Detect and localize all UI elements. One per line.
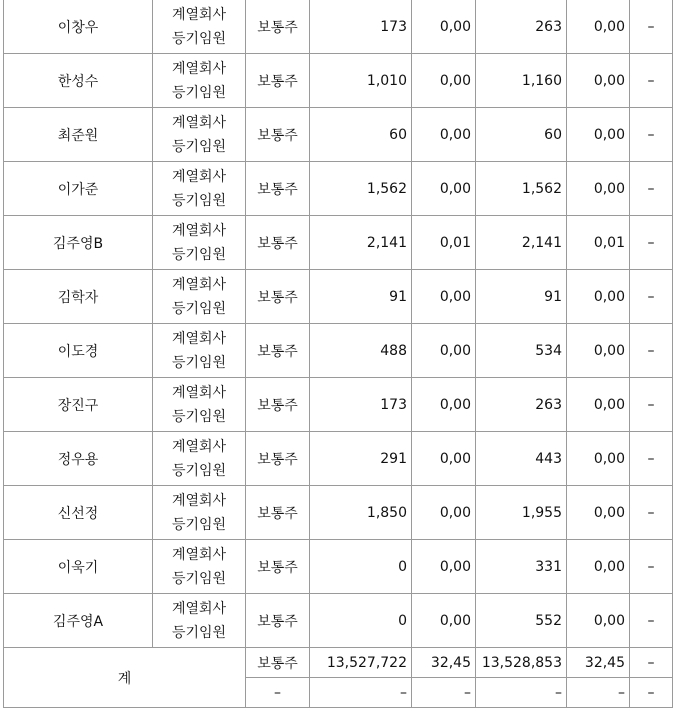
total-end-ratio-2: – [567,678,630,708]
end-ratio-cell: 0,00 [567,378,630,432]
holder-name-cell: 최준원 [4,108,153,162]
table-row [4,54,673,108]
stock-type-cell: 보통주 [246,0,310,54]
relation-line-2: 등기임원 [171,624,227,641]
end-shares-cell: 263 [476,378,567,432]
stock-type-cell: 보통주 [246,54,310,108]
begin-shares-cell: 0 [310,594,412,648]
relation-cell [153,594,246,648]
end-shares-cell: 331 [476,540,567,594]
begin-ratio-cell: 0,00 [412,270,476,324]
end-shares-cell: 263 [476,0,567,54]
relation-line-2: 등기임원 [171,192,227,209]
end-ratio-cell: 0,00 [567,432,630,486]
table-row [4,162,673,216]
table-row [4,540,673,594]
table-body [4,0,673,648]
begin-shares-cell: 488 [310,324,412,378]
begin-ratio-cell: 0,00 [412,324,476,378]
table-row [4,0,673,54]
relation-cell [153,378,246,432]
stock-type-cell: 보통주 [246,162,310,216]
note-cell: – [630,540,673,594]
end-shares-cell: 91 [476,270,567,324]
holder-name-cell: 정우용 [4,432,153,486]
begin-shares-cell: 0 [310,540,412,594]
relation-line-2: 등기임원 [171,84,227,101]
relation-line-1: 계열회사 [171,276,227,293]
stock-type-cell: 보통주 [246,432,310,486]
holder-name-cell: 신선정 [4,486,153,540]
relation-cell [153,486,246,540]
relation-cell [153,216,246,270]
begin-ratio-cell: 0,00 [412,432,476,486]
holder-name-cell: 한성수 [4,54,153,108]
end-ratio-cell: 0,00 [567,108,630,162]
begin-shares-cell: 1,850 [310,486,412,540]
holder-name-cell: 장진구 [4,378,153,432]
total-stock-type-2: – [246,678,310,708]
begin-shares-cell: 60 [310,108,412,162]
table-row [4,108,673,162]
note-cell: – [630,216,673,270]
stock-type-cell: 보통주 [246,594,310,648]
relation-line-2: 등기임원 [171,516,227,533]
end-ratio-cell: 0,00 [567,270,630,324]
total-stock-type: 보통주 [246,648,310,678]
note-cell: – [630,594,673,648]
relation-line-1: 계열회사 [171,330,227,347]
relation-line-2: 등기임원 [171,300,227,317]
note-cell: – [630,378,673,432]
note-cell: – [630,486,673,540]
relation-cell [153,540,246,594]
end-shares-cell: 443 [476,432,567,486]
table-row [4,378,673,432]
relation-cell [153,270,246,324]
relation-line-1: 계열회사 [171,492,227,509]
holder-name-cell: 김학자 [4,270,153,324]
relation-line-2: 등기임원 [171,462,227,479]
total-begin-ratio: 32,45 [412,648,476,678]
begin-ratio-cell: 0,00 [412,486,476,540]
relation-line-2: 등기임원 [171,570,227,587]
begin-ratio-cell: 0,00 [412,378,476,432]
end-ratio-cell: 0,00 [567,486,630,540]
holder-name-cell: 이욱기 [4,540,153,594]
end-shares-cell: 2,141 [476,216,567,270]
stock-type-cell: 보통주 [246,324,310,378]
relation-cell [153,432,246,486]
begin-shares-cell: 2,141 [310,216,412,270]
begin-shares-cell: 173 [310,0,412,54]
holder-name-cell: 이도경 [4,324,153,378]
holder-name-cell: 이가준 [4,162,153,216]
relation-line-2: 등기임원 [171,30,227,47]
begin-shares-cell: 91 [310,270,412,324]
begin-shares-cell: 1,562 [310,162,412,216]
total-label: 계 [4,648,246,708]
relation-line-1: 계열회사 [171,168,227,185]
table-row [4,324,673,378]
relation-line-1: 계열회사 [171,114,227,131]
begin-ratio-cell: 0,00 [412,54,476,108]
begin-ratio-cell: 0,00 [412,540,476,594]
note-cell: – [630,54,673,108]
relation-line-2: 등기임원 [171,138,227,155]
end-shares-cell: 1,562 [476,162,567,216]
holder-name-cell: 이창우 [4,0,153,54]
end-shares-cell: 60 [476,108,567,162]
relation-line-1: 계열회사 [171,6,227,23]
relation-line-1: 계열회사 [171,222,227,239]
end-shares-cell: 1,955 [476,486,567,540]
shareholder-table [3,0,673,708]
relation-cell [153,0,246,54]
begin-ratio-cell: 0,00 [412,162,476,216]
note-cell: – [630,0,673,54]
total-note: – [630,648,673,678]
relation-line-2: 등기임원 [171,246,227,263]
total-begin-shares-2: – [310,678,412,708]
relation-cell [153,324,246,378]
end-ratio-cell: 0,00 [567,0,630,54]
note-cell: – [630,432,673,486]
table-row [4,594,673,648]
total-section [4,648,673,708]
stock-type-cell: 보통주 [246,270,310,324]
relation-line-1: 계열회사 [171,438,227,455]
relation-line-1: 계열회사 [171,600,227,617]
stock-type-cell: 보통주 [246,540,310,594]
total-begin-ratio-2: – [412,678,476,708]
holder-name-cell: 김주영B [4,216,153,270]
begin-ratio-cell: 0,00 [412,594,476,648]
total-note-2: – [630,678,673,708]
relation-cell [153,54,246,108]
relation-line-1: 계열회사 [171,546,227,563]
relation-line-2: 등기임원 [171,354,227,371]
stock-type-cell: 보통주 [246,216,310,270]
table-row [4,486,673,540]
table-row [4,432,673,486]
end-ratio-cell: 0,01 [567,216,630,270]
end-ratio-cell: 0,00 [567,162,630,216]
relation-line-2: 등기임원 [171,408,227,425]
note-cell: – [630,324,673,378]
table-row [4,216,673,270]
total-end-shares-2: – [476,678,567,708]
end-ratio-cell: 0,00 [567,324,630,378]
table-row [4,270,673,324]
end-shares-cell: 1,160 [476,54,567,108]
holder-name-cell: 김주영A [4,594,153,648]
begin-shares-cell: 1,010 [310,54,412,108]
relation-cell [153,108,246,162]
note-cell: – [630,270,673,324]
relation-cell [153,162,246,216]
relation-line-1: 계열회사 [171,60,227,77]
stock-type-cell: 보통주 [246,108,310,162]
begin-shares-cell: 291 [310,432,412,486]
total-begin-shares: 13,527,722 [310,648,412,678]
begin-ratio-cell: 0,01 [412,216,476,270]
end-ratio-cell: 0,00 [567,54,630,108]
total-end-shares: 13,528,853 [476,648,567,678]
stock-type-cell: 보통주 [246,378,310,432]
total-row-common [4,648,673,678]
note-cell: – [630,108,673,162]
total-end-ratio: 32,45 [567,648,630,678]
begin-shares-cell: 173 [310,378,412,432]
end-ratio-cell: 0,00 [567,540,630,594]
begin-ratio-cell: 0,00 [412,108,476,162]
stock-type-cell: 보통주 [246,486,310,540]
relation-line-1: 계열회사 [171,384,227,401]
begin-ratio-cell: 0,00 [412,0,476,54]
end-shares-cell: 552 [476,594,567,648]
note-cell: – [630,162,673,216]
end-shares-cell: 534 [476,324,567,378]
end-ratio-cell: 0,00 [567,594,630,648]
